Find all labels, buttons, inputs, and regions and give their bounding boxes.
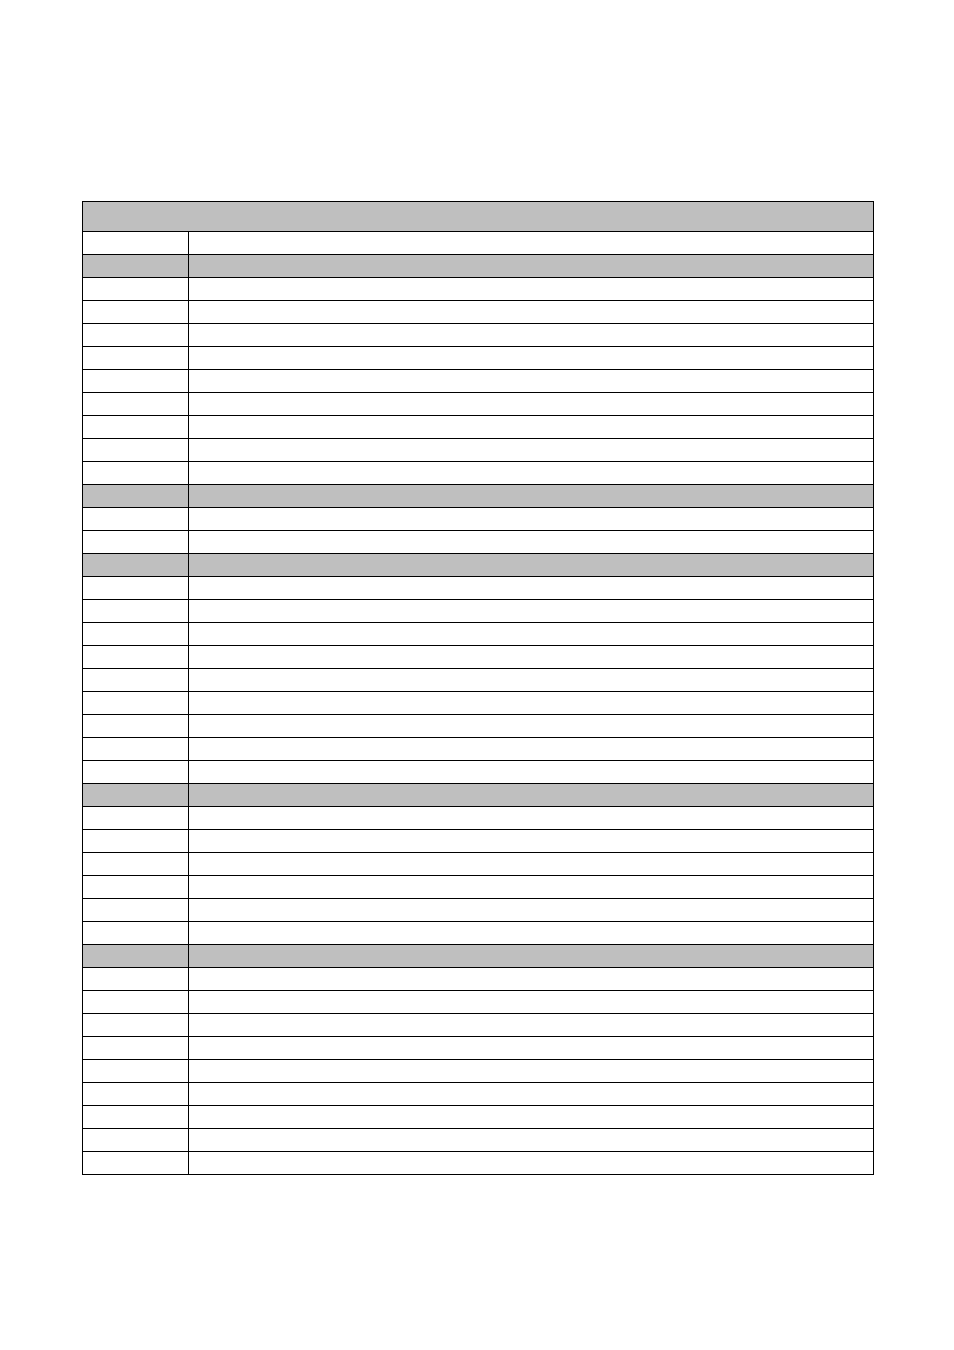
row-value-cell <box>189 761 874 784</box>
row-value-cell <box>189 1129 874 1152</box>
table-row <box>83 922 874 945</box>
table-row <box>83 600 874 623</box>
table-row <box>83 646 874 669</box>
row-label-cell <box>83 232 189 255</box>
table-row <box>83 462 874 485</box>
row-label-cell <box>83 278 189 301</box>
row-label-cell <box>83 600 189 623</box>
table-row <box>83 1014 874 1037</box>
row-value-cell <box>189 370 874 393</box>
row-value-cell <box>189 692 874 715</box>
table-row <box>83 347 874 370</box>
row-value-cell <box>189 232 874 255</box>
section-header-label <box>83 945 189 968</box>
row-label-cell <box>83 968 189 991</box>
section-header-row <box>83 945 874 968</box>
section-header-label <box>83 784 189 807</box>
row-value-cell <box>189 508 874 531</box>
table-row <box>83 807 874 830</box>
row-value-cell <box>189 416 874 439</box>
table-row <box>83 1083 874 1106</box>
row-value-cell <box>189 577 874 600</box>
table-row <box>83 324 874 347</box>
row-value-cell <box>189 899 874 922</box>
row-label-cell <box>83 439 189 462</box>
section-header-value <box>189 255 874 278</box>
table-row <box>83 876 874 899</box>
row-label-cell <box>83 416 189 439</box>
row-label-cell <box>83 1152 189 1175</box>
table-row <box>83 531 874 554</box>
table-row <box>83 853 874 876</box>
row-value-cell <box>189 301 874 324</box>
row-value-cell <box>189 968 874 991</box>
row-label-cell <box>83 1037 189 1060</box>
table-row <box>83 692 874 715</box>
row-value-cell <box>189 278 874 301</box>
table-row <box>83 416 874 439</box>
row-label-cell <box>83 646 189 669</box>
row-label-cell <box>83 830 189 853</box>
row-label-cell <box>83 807 189 830</box>
row-value-cell <box>189 738 874 761</box>
row-label-cell <box>83 324 189 347</box>
table-row <box>83 278 874 301</box>
row-value-cell <box>189 876 874 899</box>
row-value-cell <box>189 623 874 646</box>
table-row <box>83 669 874 692</box>
row-value-cell <box>189 1083 874 1106</box>
row-value-cell <box>189 922 874 945</box>
table-row <box>83 991 874 1014</box>
row-value-cell <box>189 1037 874 1060</box>
section-header-row <box>83 784 874 807</box>
row-label-cell <box>83 1106 189 1129</box>
row-label-cell <box>83 347 189 370</box>
row-label-cell <box>83 393 189 416</box>
row-label-cell <box>83 531 189 554</box>
row-label-cell <box>83 1060 189 1083</box>
section-header-label <box>83 485 189 508</box>
row-value-cell <box>189 393 874 416</box>
row-label-cell <box>83 715 189 738</box>
row-value-cell <box>189 1106 874 1129</box>
row-label-cell <box>83 577 189 600</box>
row-label-cell <box>83 899 189 922</box>
section-header-label <box>83 554 189 577</box>
row-value-cell <box>189 462 874 485</box>
row-label-cell <box>83 761 189 784</box>
row-value-cell <box>189 1014 874 1037</box>
table-row <box>83 899 874 922</box>
table-row <box>83 738 874 761</box>
table-row <box>83 1129 874 1152</box>
row-label-cell <box>83 692 189 715</box>
section-header-value <box>189 485 874 508</box>
row-value-cell <box>189 347 874 370</box>
section-header-label <box>83 255 189 278</box>
table-body <box>83 202 874 1175</box>
row-label-cell <box>83 370 189 393</box>
table-row <box>83 1060 874 1083</box>
row-label-cell <box>83 623 189 646</box>
row-value-cell <box>189 830 874 853</box>
section-header-value <box>189 554 874 577</box>
table-row <box>83 715 874 738</box>
document-table <box>82 201 874 1175</box>
table-row <box>83 830 874 853</box>
section-header-row <box>83 485 874 508</box>
row-label-cell <box>83 508 189 531</box>
row-value-cell <box>189 669 874 692</box>
table-row <box>83 439 874 462</box>
row-label-cell <box>83 922 189 945</box>
row-label-cell <box>83 991 189 1014</box>
table-row <box>83 761 874 784</box>
table-row <box>83 508 874 531</box>
row-value-cell <box>189 991 874 1014</box>
row-label-cell <box>83 301 189 324</box>
table-row <box>83 1152 874 1175</box>
table-row <box>83 232 874 255</box>
section-header-row <box>83 255 874 278</box>
row-value-cell <box>189 324 874 347</box>
row-label-cell <box>83 669 189 692</box>
row-value-cell <box>189 531 874 554</box>
section-header-row <box>83 554 874 577</box>
section-header-value <box>189 945 874 968</box>
section-header-value <box>189 784 874 807</box>
row-label-cell <box>83 1129 189 1152</box>
row-value-cell <box>189 715 874 738</box>
row-label-cell <box>83 462 189 485</box>
row-label-cell <box>83 1083 189 1106</box>
table-row <box>83 393 874 416</box>
table-row <box>83 1037 874 1060</box>
row-label-cell <box>83 1014 189 1037</box>
row-value-cell <box>189 853 874 876</box>
row-label-cell <box>83 876 189 899</box>
table-row <box>83 301 874 324</box>
table-row <box>83 577 874 600</box>
table-row <box>83 1106 874 1129</box>
row-value-cell <box>189 1060 874 1083</box>
table-row <box>83 968 874 991</box>
table-title <box>83 202 874 232</box>
row-value-cell <box>189 646 874 669</box>
row-label-cell <box>83 738 189 761</box>
row-label-cell <box>83 853 189 876</box>
row-value-cell <box>189 439 874 462</box>
row-value-cell <box>189 807 874 830</box>
table-title-row <box>83 202 874 232</box>
table-row <box>83 623 874 646</box>
table-row <box>83 370 874 393</box>
row-value-cell <box>189 600 874 623</box>
row-value-cell <box>189 1152 874 1175</box>
